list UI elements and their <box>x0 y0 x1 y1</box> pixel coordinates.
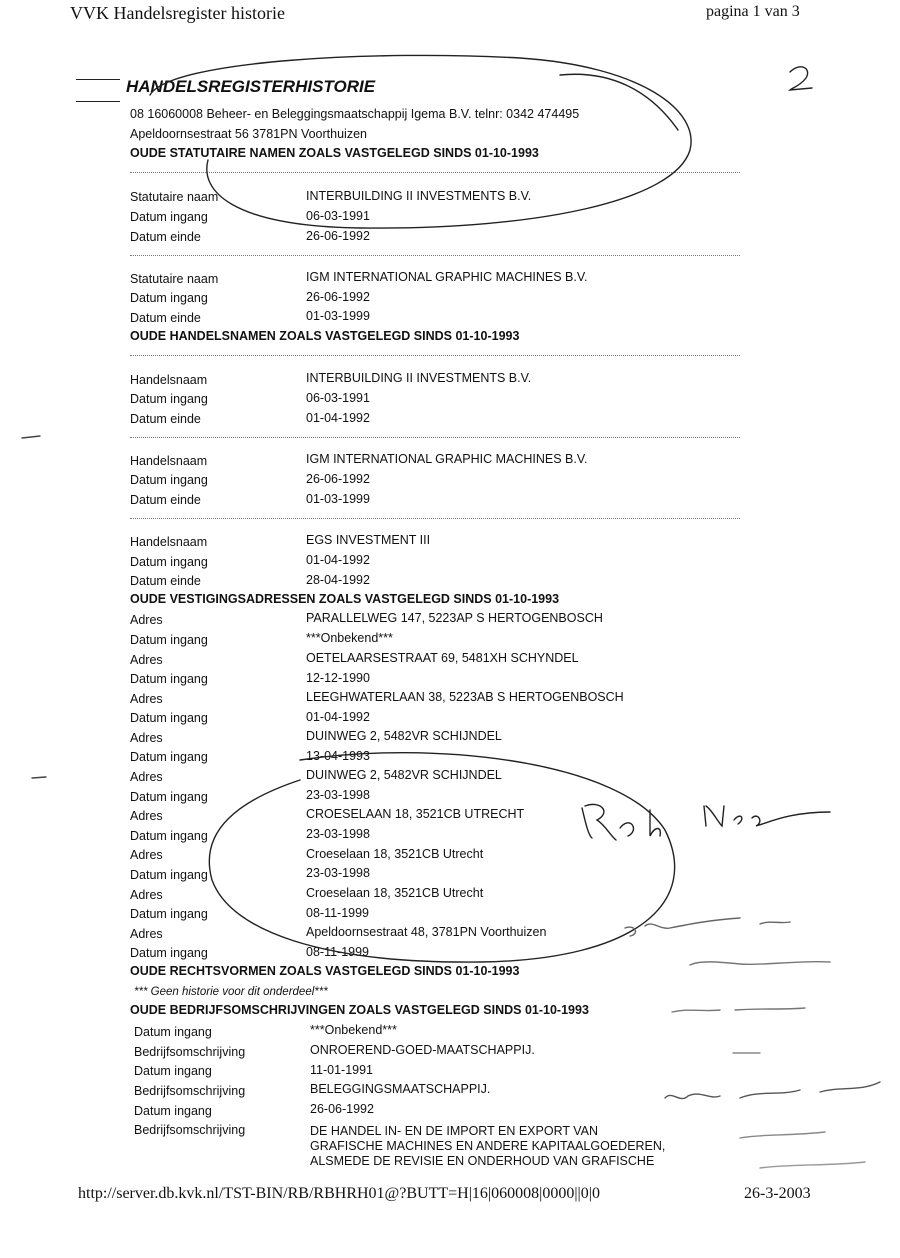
document-title: HANDELSREGISTERHISTORIE <box>126 77 376 96</box>
handwritten-ellipse-bottom <box>209 753 674 962</box>
field-value: OETELAARSESTRAAT 69, 5481XH SCHYNDEL <box>306 651 579 665</box>
field-label: Datum ingang <box>130 291 208 305</box>
field-value: 06-03-1991 <box>306 209 370 223</box>
field-label: Adres <box>130 731 163 745</box>
field-value: 01-03-1999 <box>306 309 370 323</box>
field-label: Datum ingang <box>134 1025 212 1039</box>
company-line: 08 16060008 Beheer- en Beleggingsmaatschappij Igema B.V. telnr: 0342 474495 <box>130 107 580 121</box>
field-value: ONROEREND-GOED-MAATSCHAPPIJ. <box>310 1043 535 1057</box>
field-label: Datum einde <box>130 230 201 244</box>
handwritten-scribble-rabo <box>582 804 660 840</box>
field-value: 26-06-1992 <box>306 472 370 486</box>
field-value: 26-06-1992 <box>310 1102 374 1116</box>
field-label: Datum ingang <box>130 210 208 224</box>
handwritten-ellipse-top <box>150 55 691 228</box>
section-heading-rechtsvormen: OUDE RECHTSVORMEN ZOALS VASTGELEGD SINDS 01-10-1993 <box>130 964 520 978</box>
field-label: Adres <box>130 927 163 941</box>
field-value: 11-01-1991 <box>310 1063 374 1077</box>
field-label: Datum ingang <box>130 829 208 843</box>
print-header-page-number: pagina 1 van 3 <box>706 3 800 20</box>
handwritten-scribble-1 <box>625 918 790 936</box>
field-label: Adres <box>130 888 163 902</box>
field-label: Statutaire naam <box>130 190 219 204</box>
field-value: 12-12-1990 <box>306 671 370 685</box>
field-label: Handelsnaam <box>130 454 208 468</box>
field-label: Statutaire naam <box>130 272 219 286</box>
field-value: Croeselaan 18, 3521CB Utrecht <box>306 886 484 900</box>
field-value: Apeldoornsestraat 48, 3781PN Voorthuizen <box>306 925 547 939</box>
field-label: Datum ingang <box>130 907 208 921</box>
field-value: DE HANDEL IN- EN DE IMPORT EN EXPORT VAN <box>310 1124 599 1138</box>
no-history-note: *** Geen historie voor dit onderdeel*** <box>134 986 328 998</box>
field-label: Datum ingang <box>130 750 208 764</box>
field-label: Datum ingang <box>134 1104 212 1118</box>
field-label: Adres <box>130 653 163 667</box>
field-value: 01-04-1992 <box>306 710 370 724</box>
field-label: Datum einde <box>130 493 201 507</box>
handwritten-scribble-7 <box>760 1162 865 1168</box>
margin-mark <box>22 436 40 438</box>
field-value: DUINWEG 2, 5482VR SCHIJNDEL <box>306 768 502 782</box>
section-heading-bedrijfsomschrijvingen: OUDE BEDRIJFSOMSCHRIJVINGEN ZOALS VASTGELEGD SINDS 01-10-1993 <box>130 1003 589 1017</box>
margin-mark <box>32 777 46 778</box>
field-label: Handelsnaam <box>130 535 208 549</box>
field-label: Handelsnaam <box>130 373 208 387</box>
section-heading-vestigingsadressen: OUDE VESTIGINGSADRESSEN ZOALS VASTGELEGD SINDS 01-10-1993 <box>130 592 560 606</box>
field-value: CROESELAAN 18, 3521CB UTRECHT <box>306 807 525 821</box>
field-label: Datum ingang <box>130 392 208 406</box>
field-label: Datum ingang <box>130 473 208 487</box>
field-value: 01-04-1992 <box>306 553 370 567</box>
field-value: IGM INTERNATIONAL GRAPHIC MACHINES B.V. <box>306 270 588 284</box>
field-value: 13-04-1993 <box>306 749 370 763</box>
field-value: 26-06-1992 <box>306 229 370 243</box>
field-label: Datum einde <box>130 574 201 588</box>
field-label: Bedrijfsomschrijving <box>134 1123 246 1137</box>
handwritten-scribble-2 <box>690 962 830 965</box>
section-heading-statutaire-namen: OUDE STATUTAIRE NAMEN ZOALS VASTGELEGD SINDS 01-10-1993 <box>130 146 539 160</box>
field-label: Adres <box>130 809 163 823</box>
field-label: Datum ingang <box>134 1064 212 1078</box>
field-value-continuation: GRAFISCHE MACHINES EN ANDERE KAPITAALGOEDEREN, <box>310 1139 666 1153</box>
field-label: Datum einde <box>130 412 201 426</box>
field-label: Datum ingang <box>130 672 208 686</box>
handwritten-ellipse-top-tail <box>560 74 678 130</box>
field-value: 23-03-1998 <box>306 866 370 880</box>
handwritten-scribble-3 <box>672 1008 805 1012</box>
field-value: DUINWEG 2, 5482VR SCHIJNDEL <box>306 729 502 743</box>
field-value: 08-11-1999 <box>306 906 370 920</box>
field-value: 26-06-1992 <box>306 290 370 304</box>
field-label: Datum ingang <box>130 868 208 882</box>
field-value: Croeselaan 18, 3521CB Utrecht <box>306 847 484 861</box>
field-value: 01-03-1999 <box>306 492 370 506</box>
field-value: ***Onbekend*** <box>310 1023 397 1037</box>
field-label: Datum ingang <box>130 633 208 647</box>
field-value-continuation: ALSMEDE DE REVISIE EN ONDERHOUD VAN GRAFISCHE <box>310 1154 655 1168</box>
field-label: Adres <box>130 770 163 784</box>
field-value: ***Onbekend*** <box>306 631 393 645</box>
field-value: PARALLELWEG 147, 5223AP S HERTOGENBOSCH <box>306 611 603 625</box>
field-value: INTERBUILDING II INVESTMENTS B.V. <box>306 371 532 385</box>
field-value: BELEGGINGSMAATSCHAPPIJ. <box>310 1082 491 1096</box>
field-label: Datum ingang <box>130 555 208 569</box>
field-value: 28-04-1992 <box>306 573 370 587</box>
field-label: Adres <box>130 848 163 862</box>
field-label: Datum einde <box>130 311 201 325</box>
company-address: Apeldoornsestraat 56 3781PN Voorthuizen <box>130 127 367 141</box>
field-value: IGM INTERNATIONAL GRAPHIC MACHINES B.V. <box>306 452 588 466</box>
print-footer-url: http://server.db.kvk.nl/TST-BIN/RB/RBHRH01@?BUTT=H|16|060008|0000||0|0 <box>78 1185 600 1202</box>
field-value: 23-03-1998 <box>306 827 370 841</box>
field-value: INTERBUILDING II INVESTMENTS B.V. <box>306 189 532 203</box>
field-value: 06-03-1991 <box>306 391 370 405</box>
handwritten-scribble-6 <box>740 1132 825 1138</box>
field-value: EGS INVESTMENT III <box>306 533 431 547</box>
field-value: 08-11-1999 <box>306 945 370 959</box>
print-footer-date: 26-3-2003 <box>744 1185 811 1202</box>
field-label: Adres <box>130 692 163 706</box>
field-label: Datum ingang <box>130 946 208 960</box>
field-label: Bedrijfsomschrijving <box>134 1045 246 1059</box>
handwritten-scribble-neder <box>704 806 830 826</box>
field-label: Datum ingang <box>130 711 208 725</box>
field-value: LEEGHWATERLAAN 38, 5223AB S HERTOGENBOSCH <box>306 690 624 704</box>
section-heading-handelsnamen: OUDE HANDELSNAMEN ZOALS VASTGELEGD SINDS 01-10-1993 <box>130 329 520 343</box>
field-label: Bedrijfsomschrijving <box>134 1084 246 1098</box>
field-value: 23-03-1998 <box>306 788 370 802</box>
field-label: Adres <box>130 613 163 627</box>
handwritten-page-number-2 <box>790 67 812 90</box>
field-value: 01-04-1992 <box>306 411 370 425</box>
print-header-title: VVK Handelsregister historie <box>70 3 285 23</box>
field-label: Datum ingang <box>130 790 208 804</box>
handwritten-scribble-5 <box>665 1082 880 1099</box>
